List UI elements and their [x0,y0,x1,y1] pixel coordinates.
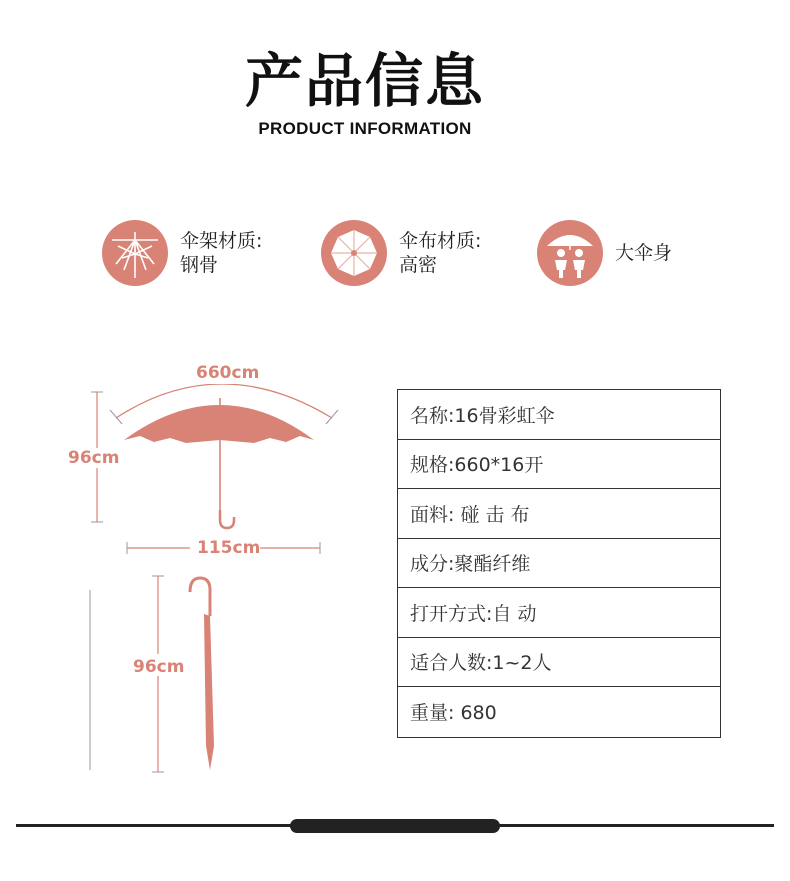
spec-row-open-mode: 打开方式:自 动 [398,588,720,638]
two-people-umbrella-icon [537,220,603,286]
spec-table [397,389,721,738]
umbrella-frame-icon [102,220,168,286]
footer-pill [290,819,500,833]
spec-row-name: 名称:16骨彩虹伞 [398,390,720,440]
open-span-label: 115cm [197,538,261,558]
feature-frame-value: 钢骨 [180,254,219,276]
spec-row-capacity: 适合人数:1~2人 [398,638,720,688]
feature-canopy-value: 高密 [399,254,438,276]
umbrella-canopy-icon [321,220,387,286]
feature-size-title: 大伞身 [615,242,673,264]
spec-row-fabric: 面料: 碰 击 布 [398,489,720,539]
open-umbrella-diagram [80,360,360,560]
feature-frame-title: 伞架材质: [180,230,263,252]
page-title: 产品信息 [244,47,485,115]
spec-row-size: 规格:660*16开 [398,440,720,490]
closed-height-label: 96cm [133,657,185,677]
page-subtitle: PRODUCT INFORMATION [258,119,472,138]
feature-frame-material [102,220,262,286]
feature-canopy-title: 伞布材质: [399,230,482,252]
feature-large-size [537,220,672,286]
spec-row-weight: 重量: 680 [410,702,497,725]
spec-row-material: 成分:聚酯纤维 [398,539,720,589]
open-width-label: 660cm [196,363,260,383]
open-height-label: 96cm [68,448,120,468]
feature-canopy-material [321,220,481,286]
